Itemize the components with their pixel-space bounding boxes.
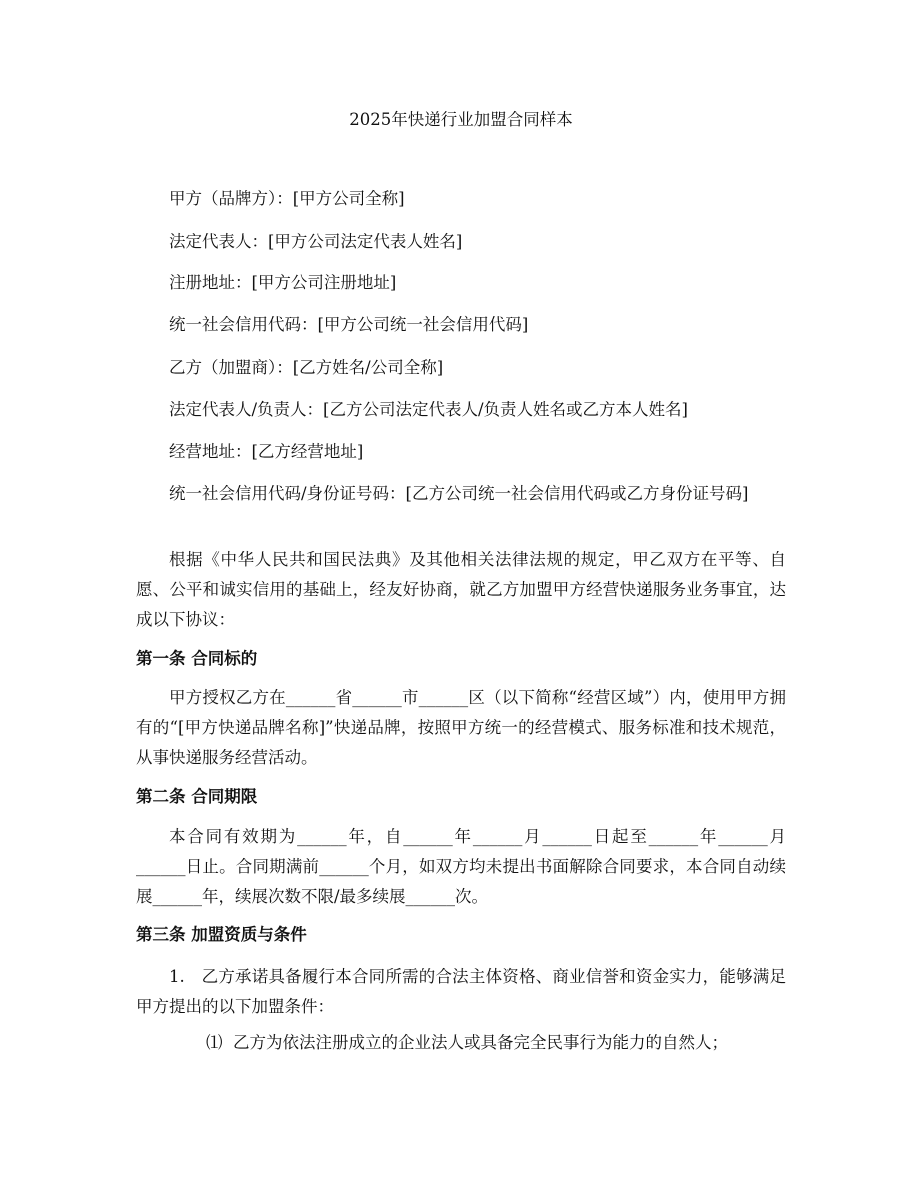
article-1-heading: 第一条 合同标的 <box>136 649 258 668</box>
party-a-name: 甲方（品牌方）：[甲方公司全称] <box>169 189 405 208</box>
article-3-heading: 第三条 加盟资质与条件 <box>136 925 307 944</box>
article-1-body: 甲方授权乙方在______省______市______区（以下简称“经营区域”）内，使用甲方拥有的“[甲方快递品牌名称]”快递品牌，按照甲方统一的经营模式、服务标准和技术规范，从事快递服务经营活动。 <box>136 688 786 767</box>
document-title: 2025年快递行业加盟合同样本 <box>349 110 573 129</box>
party-a-address: 注册地址：[甲方公司注册地址] <box>169 273 397 292</box>
party-a-credit-code: 统一社会信用代码：[甲方公司统一社会信用代码] <box>169 315 529 334</box>
party-b-legal-rep: 法定代表人/负责人：[乙方公司法定代表人/负责人姓名或乙方本人姓名] <box>169 400 688 419</box>
party-b-credit-code: 统一社会信用代码/身份证号码：[乙方公司统一社会信用代码或乙方身份证号码] <box>169 484 749 503</box>
article-2-body: 本合同有效期为______年，自______年______月______日起至______年______月______日止。合同期满前______个月，如双方均未提出书面解除合同要求，本合同自动续展______年，续展次数不限/最多续展______次。 <box>136 827 786 906</box>
article-3-subitem-1: ⑴ 乙方为依法注册成立的企业法人或具备完全民事行为能力的自然人； <box>206 1033 728 1052</box>
preamble-paragraph: 根据《中华人民共和国民法典》及其他相关法律法规的规定，甲乙双方在平等、自愿、公平和诚实信用的基础上，经友好协商，就乙方加盟甲方经营快递服务业务事宜，达成以下协议： <box>136 550 786 629</box>
party-b-name: 乙方（加盟商）：[乙方姓名/公司全称] <box>169 358 444 377</box>
party-a-legal-rep: 法定代表人：[甲方公司法定代表人姓名] <box>169 232 463 251</box>
party-b-address: 经营地址：[乙方经营地址] <box>169 442 364 461</box>
article-3-item-1: 1. 乙方承诺具备履行本合同所需的合法主体资格、商业信誉和资金实力，能够满足甲方提出的以下加盟条件： <box>136 967 786 1016</box>
article-2-heading: 第二条 合同期限 <box>136 787 258 806</box>
